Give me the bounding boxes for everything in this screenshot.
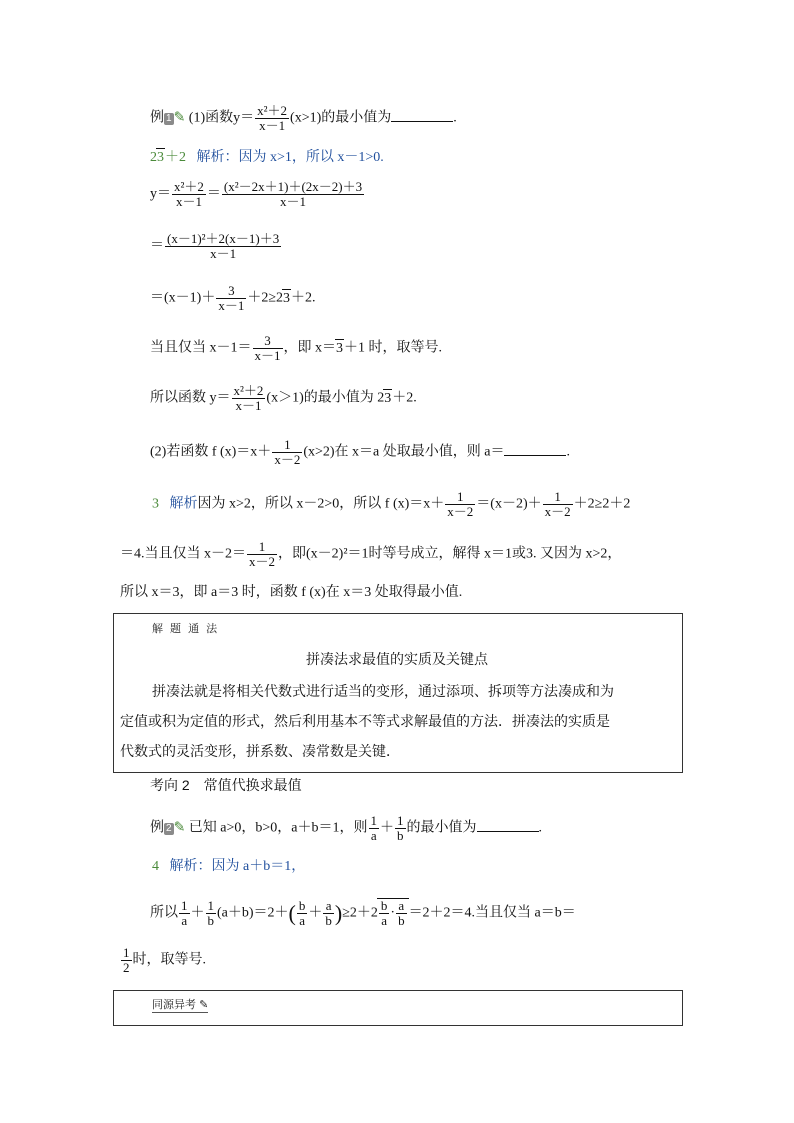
ex1-question-2: (2)若函数 f (x)＝x＋ $\frac{1}{x-2}$ (x>2)在 x＝a 处取最小值，则 a＝ .: [150, 437, 570, 467]
answer-blank: [391, 109, 453, 122]
analysis-text: 解析：因为 x>1，所以 x－1>0.: [196, 150, 384, 165]
method-tip-line-1: 拼凑法就是将相关代数式进行适当的变形，通过添项、拆项等方法凑成和为: [152, 685, 614, 700]
ex2-step-3: $\frac{1}{2}$ 时，取等号.: [123, 945, 206, 975]
example-number-badge: 2: [166, 822, 172, 834]
same-source-tag: 同源异考 ✎: [152, 996, 208, 1013]
method-tip-line-2: 定值或积为定值的形式，然后利用基本不等式求解最值的方法．拼凑法的实质是: [120, 715, 610, 730]
answer-value: 3: [152, 496, 159, 512]
ex1-step-5: 当且仅当 x－1＝ $\frac{3}{x-1}$ ，即 x＝3＋1 时，取等号.: [150, 333, 443, 363]
pen-icon: ✎: [173, 820, 186, 836]
ex1-step-3: ＝ $\frac{\text{(x－1)²＋2(x－1)＋3}}{x-1}$: [150, 231, 280, 261]
method-tip-title: 拼凑法求最值的实质及关键点: [306, 651, 488, 667]
example-number-badge: 1: [166, 112, 172, 124]
method-tip-line-3: 代数式的灵活变形，拼系数、凑常数是关键．: [120, 745, 400, 760]
answer-value: 4: [152, 859, 159, 874]
ex1-answer-2-line2: ＝4.当且仅当 x－2＝ $\frac{1}{x-2}$ ，即(x－2)²＝1时等号成立，解得 x＝1或3. 又因为 x>2，: [120, 539, 622, 569]
ex1-step-4: ＝(x－1)＋ $\frac{3}{x-1}$ ＋2≥23＋2.: [150, 283, 316, 313]
analysis-text: 解析：因为 a＋b＝1，: [169, 859, 306, 874]
ex1-answer-line: [150, 148, 384, 167]
ex1-step-6: 所以函数 y＝ $\frac{\text{x²＋2}}{x-1}$ (x＞1)的最小值为 23＋2.: [150, 383, 417, 413]
pen-icon: ✎: [199, 999, 209, 1011]
ex1-answer-2: 3 解析因为 x>2，所以 x－2>0，所以 f (x)＝x＋ $\frac{1}{x-2}$ ＝(x－2)＋ $\frac{1}{x-2}$ ＋2≥2＋2: [152, 489, 631, 519]
ex1-step-2: y＝ $\frac{\text{x²＋2}}{x-1}$ ＝ $\frac{\text{(x²－2x＋1)＋(2x－2)＋3}}{x-1}$: [150, 179, 363, 209]
method-tip-tag: 解 题 通 法: [152, 623, 220, 635]
fraction: $\frac{\text{x²＋2}}{x-1}$: [257, 103, 288, 133]
analysis-label: 解析: [169, 496, 198, 512]
ex2-answer: [152, 858, 305, 876]
ex2-question: 例 2 ✎ 已知 a>0，b>0，a＋b＝1，则 $\frac{1}{a}$ ＋ $\frac{1}{b}$ 的最小值为 .: [150, 813, 543, 843]
ex2-step-2: 所以 $\frac{1}{a}$ ＋ $\frac{1}{b}$ (a＋b)＝2＋( $\frac{b}{a}$ ＋ $\frac{a}{b}$ )≥2＋2 $\frac{b}{a}$ · $\frac{a}{b}$ ＝2＋2＝4.当且仅当 a＝b＝: [150, 898, 576, 928]
answer-value: 23＋2: [150, 150, 186, 165]
answer-blank: [477, 819, 539, 832]
pen-icon: ✎: [173, 110, 186, 126]
answer-blank: [504, 443, 566, 456]
example-label: 例: [150, 110, 164, 126]
ex1-answer-2-line3: 所以 x＝3，即 a＝3 时，函数 f (x)在 x＝3 处取得最小值.: [120, 585, 463, 600]
section-heading: 考向 2 常值代换求最值: [150, 777, 302, 793]
ex1-question: 例 1 ✎ (1)函数y＝ $\frac{\text{x²＋2}}{x-1}$ (x>1)的最小值为 .: [150, 103, 457, 133]
